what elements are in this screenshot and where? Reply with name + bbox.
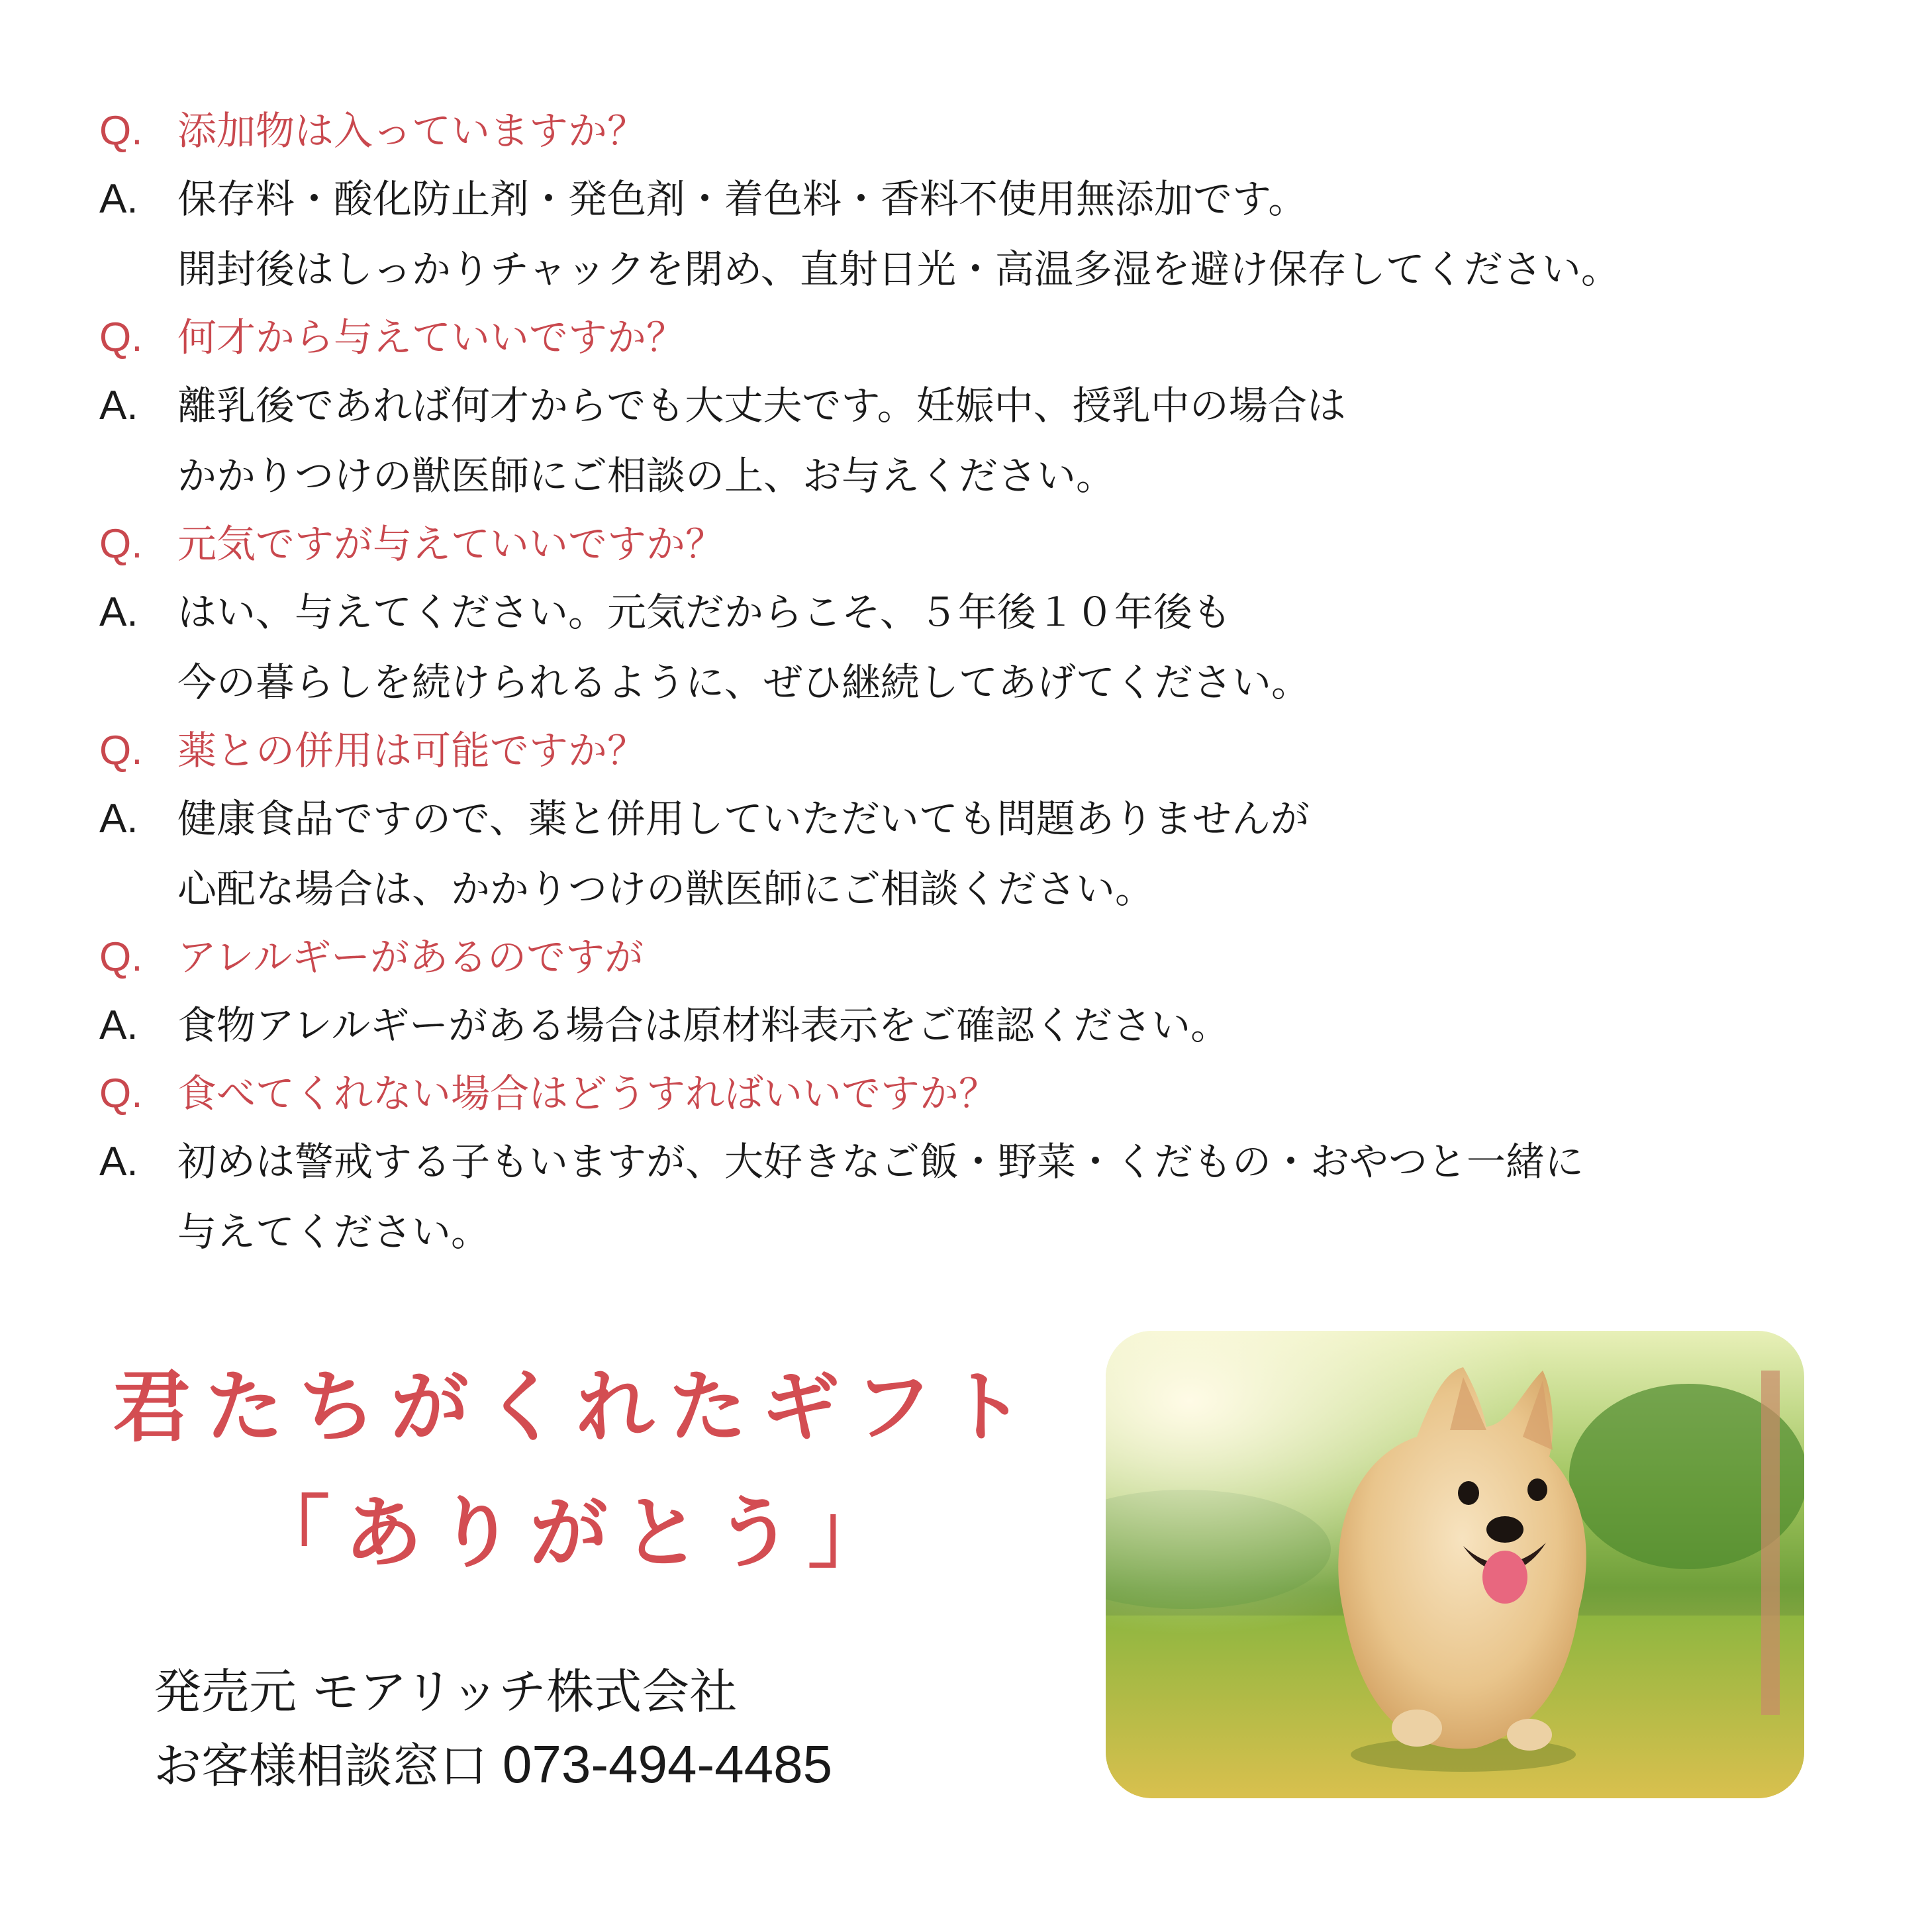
a-mark: A.	[99, 1002, 138, 1048]
faq-answer	[99, 1127, 1860, 1267]
answer-line: 今の暮らしを続けられるように、ぜひ継続してあげてください。	[177, 659, 1311, 705]
faq-answer	[99, 577, 1860, 718]
answer-line: 食物アレルギーがある場合は原材料表示をご確認ください。	[177, 1002, 1230, 1048]
faq-question	[99, 305, 1860, 371]
faq-answer	[99, 784, 1860, 924]
faq-answer	[99, 371, 1860, 511]
seller-name: 発売元 モアリッチ株式会社	[154, 1664, 738, 1719]
faq-question	[99, 1061, 1860, 1127]
answer-line: 初めは警戒する子もいますが、大好きなご飯・野菜・くだもの・おやつと一緒に	[177, 1139, 1584, 1184]
question-text: 何才から与えていいですか？	[177, 314, 686, 360]
faq-answer	[99, 990, 1860, 1061]
question-text: 添加物は入っていますか？	[177, 108, 647, 154]
a-mark: A.	[99, 383, 138, 428]
company-info	[154, 1655, 832, 1802]
answer-line: はい、与えてください。元気だからこそ、５年後１０年後も	[177, 589, 1232, 635]
answer-line: 与えてください。	[177, 1209, 491, 1255]
faq-item	[99, 305, 1860, 511]
question-text: 薬との併用は可能ですか？	[177, 728, 647, 773]
answer-line: 心配な場合は、かかりつけの獣医師にご相談ください。	[177, 866, 1155, 912]
headline	[99, 1344, 1053, 1596]
question-text: 食べてくれない場合はどうすればいいですか？	[177, 1071, 998, 1116]
contact-line	[154, 1728, 832, 1802]
q-mark: Q.	[99, 521, 143, 567]
q-mark: Q.	[99, 314, 143, 360]
answer-line: かかりつけの獣医師にご相談の上、お与えください。	[177, 453, 1116, 499]
contact-label: お客様相談窓口	[154, 1738, 488, 1794]
faq-answer	[99, 164, 1860, 305]
headline-line-2: 「ありがとう」	[251, 1487, 900, 1578]
a-mark: A.	[99, 796, 138, 842]
answer-line: 開封後はしっかりチャックを閉め、直射日光・高温多湿を避け保存してください。	[177, 246, 1620, 292]
dog-photo	[1106, 1331, 1804, 1798]
faq-item	[99, 98, 1860, 305]
faq-item	[99, 718, 1860, 924]
answer-line: 離乳後であれば何才からでも大丈夫です。妊娠中、授乳中の場合は	[177, 383, 1346, 428]
q-mark: Q.	[99, 934, 143, 980]
q-mark: Q.	[99, 728, 143, 773]
faq-list	[99, 98, 1860, 1267]
answer-line: 保存料・酸化防止剤・発色剤・着色料・香料不使用無添加です。	[177, 176, 1308, 222]
faq-question	[99, 98, 1860, 164]
phone-number: 073-494-4485	[502, 1735, 833, 1794]
question-text: 元気ですが与えていいですか？	[177, 521, 725, 567]
question-text: アレルギーがあるのですが	[177, 934, 644, 980]
faq-item	[99, 1061, 1860, 1267]
answer-line: 健康食品ですので、薬と併用していただいても問題ありませんが	[177, 796, 1310, 842]
a-mark: A.	[99, 1139, 138, 1184]
q-mark: Q.	[99, 108, 143, 154]
a-mark: A.	[99, 589, 138, 635]
faq-question	[99, 924, 1860, 990]
q-mark: Q.	[99, 1071, 143, 1116]
a-mark: A.	[99, 176, 138, 222]
faq-item	[99, 511, 1860, 718]
faq-question	[99, 511, 1860, 577]
headline-line-1: 君たちがくれたギフト	[112, 1361, 1039, 1453]
faq-item	[99, 924, 1860, 1061]
faq-question	[99, 718, 1860, 784]
